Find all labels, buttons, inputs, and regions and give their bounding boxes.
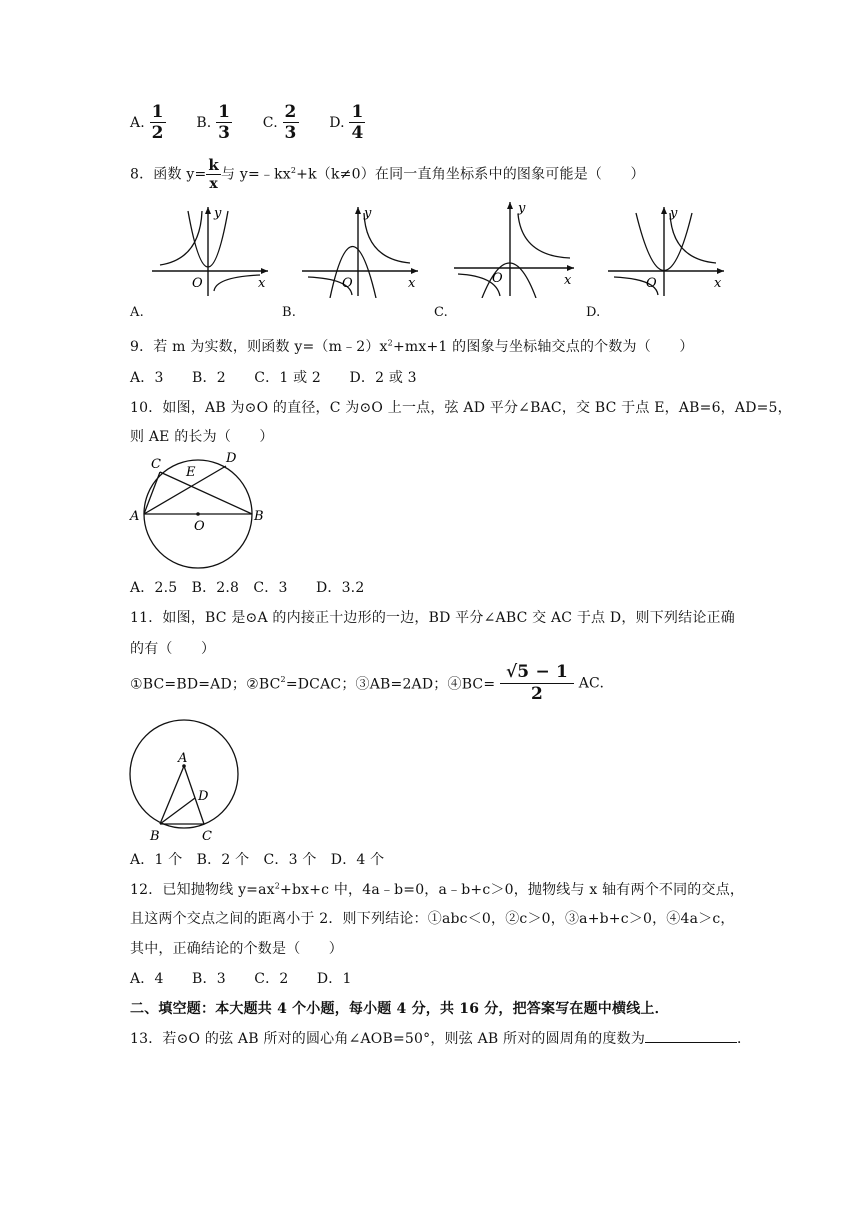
q7-options — [130, 104, 391, 142]
point-a-label: A — [130, 509, 140, 524]
q7-option-d: D. $\frac{1}{4}$ — [329, 102, 364, 143]
q8-label-b: B. — [282, 305, 297, 320]
point-d-label: D — [226, 451, 237, 466]
q11-line1: 11．如图，BC 是⊙A 的内接正十边形的一边，BD 平分∠ABC 交 AC 于点 D，则下列结论正确 — [130, 610, 735, 626]
q8-graph-a — [150, 203, 275, 298]
q11-options: A．1 个 B．2 个 C．3 个 D．4 个 — [130, 852, 385, 868]
q10-line2: 则 AE 的长为（ ） — [130, 429, 274, 445]
point-o-label: O — [194, 519, 205, 534]
q11-conditions: ①BC=BD=AD；$②BC^2=DCAC$；③AB=2AD；④BC= $\frac{√5 - 1}{2}$ AC. — [130, 662, 605, 704]
origin-label: O — [192, 276, 203, 291]
q10-circle-figure — [128, 448, 270, 570]
point-c-label: C — [202, 829, 212, 842]
svg-text:y: y — [518, 201, 526, 216]
point-b-label: B — [254, 509, 264, 524]
svg-text:y: y — [364, 206, 372, 221]
q12-line2: 且这两个交点之间的距离小于 2．则下列结论：①abc＜0，②c＞0，③a+b+c＞0，④4a＞c， — [130, 911, 735, 927]
q11-circle-figure — [128, 718, 242, 842]
q7-option-c: C. $\frac{2}{3}$ — [262, 102, 297, 143]
q7-option-a: A. $\frac{1}{2}$ — [130, 102, 164, 143]
q8-graph-b — [300, 203, 425, 298]
axis-x-label: x — [258, 276, 266, 291]
q8-label-d: D. — [586, 305, 601, 320]
answer-blank[interactable] — [645, 1030, 737, 1043]
svg-text:x: x — [408, 276, 416, 291]
q10-options: A．2.5 B．2.8 C．3 D．3.2 — [130, 580, 365, 596]
sqrt5-fraction: $\frac{√5 - 1}{2}$ — [500, 664, 574, 703]
q9-options: A．3 B．2 C．1 或 2 D．2 或 3 — [130, 370, 417, 386]
svg-text:O: O — [646, 276, 657, 291]
svg-text:O: O — [492, 271, 503, 286]
svg-text:y: y — [670, 206, 678, 221]
svg-text:x: x — [564, 273, 572, 288]
section-heading: 二、填空题：本大题共 4 个小题，每小题 4 分，共 16 分，把答案写在题中横线上． — [130, 1001, 669, 1017]
q7-option-b: B. $\frac{1}{3}$ — [196, 102, 231, 143]
q12-line3: 其中，正确结论的个数是（ ） — [130, 941, 343, 957]
point-e-label: E — [186, 465, 196, 480]
q13-question: 13．若⊙O 的弦 AB 所对的圆心角∠AOB=50°，则弦 AB 所对的圆周角的度数为 ． — [130, 1031, 752, 1047]
q8-graph-c — [452, 198, 582, 298]
q9-question: 9．若 m 为实数，则函数 $y=(m﹣2)x^2+mx+1$ 的图象与坐标轴交点的个数为（ ） — [130, 338, 694, 355]
k-over-x-fraction: $\frac{k}{x}$ — [208, 156, 219, 192]
point-a-label: A — [178, 751, 188, 766]
q10-line1: 10．如图，AB 为⊙O 的直径，C 为⊙O 上一点，弦 AD 平分∠BAC，交 BC 于点 E，AB=6，AD=5， — [130, 400, 792, 416]
q8-label-a: A. — [130, 305, 144, 320]
svg-text:x: x — [714, 276, 722, 291]
axis-y-label: y — [214, 206, 222, 221]
svg-text:O: O — [342, 276, 353, 291]
point-b-label: B — [150, 829, 160, 842]
q8-label-c: C. — [434, 305, 449, 320]
q11-line2: 的有（ ） — [130, 641, 216, 657]
q12-line1: 12．已知抛物线 $y=ax^2+bx+c$ 中，4a﹣b=0，a﹣b+c＞0，抛物线与 x 轴有两个不同的交点， — [130, 881, 745, 898]
q8-question: 8．函数 y= $\frac{k}{x}$ 与 $y=﹣kx^2+k(k\ne 0)$在同一直角坐标系中的图象可能是（ ） — [130, 156, 645, 192]
q12-options: A．4 B．3 C．2 D．1 — [130, 971, 352, 987]
point-d-label: D — [198, 789, 209, 804]
point-c-label: C — [151, 457, 161, 472]
q8-graph-d — [606, 203, 731, 298]
